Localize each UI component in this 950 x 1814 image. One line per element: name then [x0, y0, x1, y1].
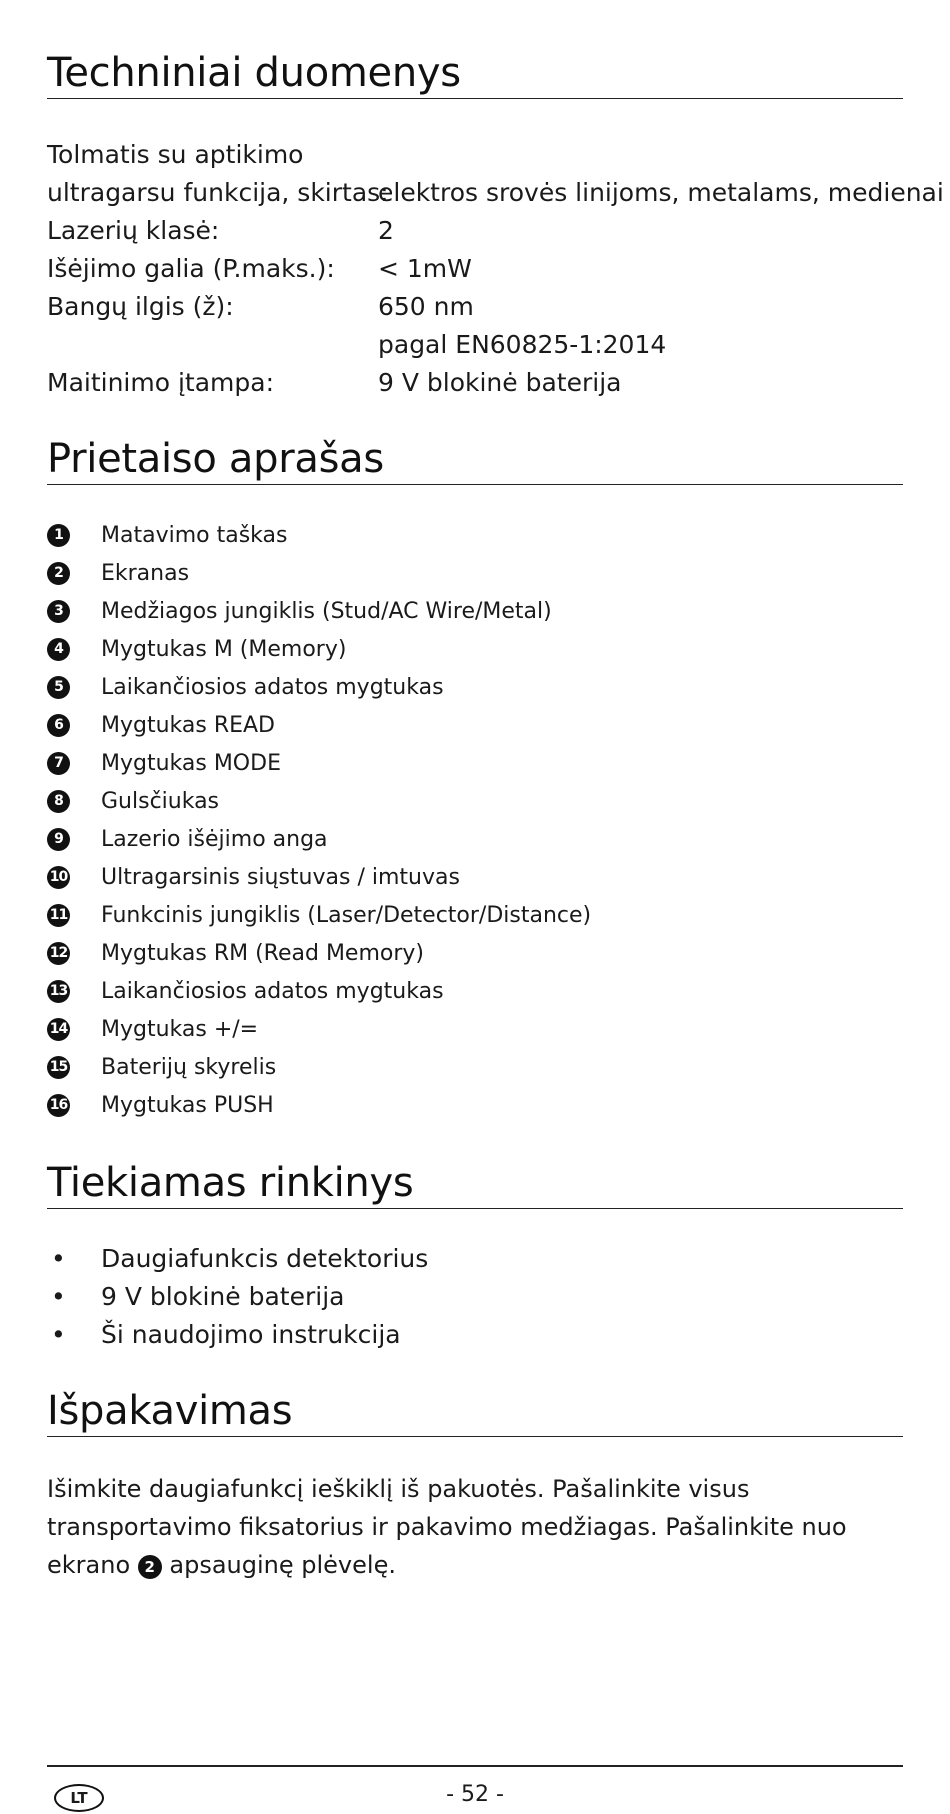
spec-row — [47, 174, 944, 212]
spec-row — [47, 288, 903, 326]
part-item — [47, 821, 903, 859]
spec-row — [47, 250, 903, 288]
part-item — [47, 973, 903, 1011]
part-label: Mygtukas +/= — [101, 1017, 259, 1042]
delivery-item-label: Daugiafunkcis detektorius — [101, 1244, 429, 1273]
part-item — [47, 897, 903, 935]
part-label: Ultragarsinis siųstuvas / imtuvas — [101, 865, 460, 890]
screen-reference-number: 2 — [138, 1555, 162, 1579]
part-label: Medžiagos jungiklis (Stud/AC Wire/Metal) — [101, 599, 552, 624]
unpacking-section — [47, 1390, 903, 1437]
part-number-badge: 15 — [47, 1056, 70, 1079]
delivery-item — [47, 1240, 903, 1278]
part-item — [47, 745, 903, 783]
page-number: - 52 - — [446, 1782, 504, 1807]
delivery-title: Tiekiamas rinkinys — [47, 1160, 414, 1206]
spec-row — [47, 364, 903, 402]
part-number-badge: 11 — [47, 904, 70, 927]
part-item — [47, 1087, 903, 1125]
part-label: Ekranas — [101, 561, 190, 586]
spec-row — [47, 212, 903, 250]
part-number-badge: 9 — [47, 828, 70, 851]
part-label: Mygtukas READ — [101, 713, 276, 738]
spec-label: Lazerių klasė: — [47, 216, 220, 245]
part-number-badge: 2 — [47, 562, 70, 585]
technical-data-table — [47, 136, 944, 402]
language-badge: LT — [54, 1784, 104, 1812]
part-label: Mygtukas PUSH — [101, 1093, 274, 1118]
spec-label: Išėjimo galia (P.maks.): — [47, 254, 335, 283]
part-number-badge: 13 — [47, 980, 70, 1003]
delivery-section — [47, 1162, 903, 1209]
part-item — [47, 707, 903, 745]
bullet-icon: • — [51, 1244, 66, 1273]
part-number-badge: 4 — [47, 638, 70, 661]
part-item — [47, 593, 903, 631]
bullet-icon: • — [51, 1282, 66, 1311]
part-label: Funkcinis jungiklis (Laser/Detector/Distance) — [101, 903, 592, 928]
technical-data-section — [47, 52, 903, 99]
part-label: Matavimo taškas — [101, 523, 288, 548]
spec-row — [47, 326, 903, 364]
part-number-badge: 16 — [47, 1094, 70, 1117]
part-item — [47, 669, 903, 707]
footer-divider — [47, 1765, 903, 1767]
spec-label: ultragarsu funkcija, skirtas: — [47, 178, 389, 207]
bullet-icon: • — [51, 1320, 66, 1349]
part-number-badge: 7 — [47, 752, 70, 775]
part-label: Mygtukas MODE — [101, 751, 281, 776]
delivery-header — [47, 1162, 903, 1209]
part-item — [47, 935, 903, 973]
device-description-header — [47, 438, 903, 485]
part-number-badge: 10 — [47, 866, 70, 889]
delivery-list — [47, 1240, 903, 1354]
delivery-item-label: Ši naudojimo instrukcija — [101, 1320, 401, 1349]
part-label: Mygtukas M (Memory) — [101, 637, 347, 662]
spec-label: Bangų ilgis (ž): — [47, 292, 234, 321]
technical-data-title: Techniniai duomenys — [47, 50, 461, 96]
delivery-item — [47, 1316, 903, 1354]
part-item — [47, 1011, 903, 1049]
part-number-badge: 8 — [47, 790, 70, 813]
part-number-badge: 3 — [47, 600, 70, 623]
part-number-badge: 14 — [47, 1018, 70, 1041]
part-item — [47, 517, 903, 555]
technical-data-header — [47, 52, 903, 99]
unpacking-paragraph — [47, 1470, 903, 1584]
unpacking-title: Išpakavimas — [47, 1388, 293, 1434]
device-description-section — [47, 438, 903, 485]
spec-value: < 1mW — [378, 254, 472, 283]
unpacking-text-before: Išimkite daugiafunkcį ieškiklį iš pakuotės. Pašalinkite visus transportavimo fiksatorius ir pakavimo medžiagas. Pašalinkite nuo ekrano — [47, 1475, 847, 1579]
part-number-badge: 6 — [47, 714, 70, 737]
part-label: Laikančiosios adatos mygtukas — [101, 675, 444, 700]
part-item — [47, 555, 903, 593]
part-label: Lazerio išėjimo anga — [101, 827, 328, 852]
device-description-title: Prietaiso aprašas — [47, 436, 384, 482]
part-label: Mygtukas RM (Read Memory) — [101, 941, 424, 966]
spec-label: Tolmatis su aptikimo — [47, 140, 304, 169]
spec-label: Maitinimo įtampa: — [47, 368, 275, 397]
part-number-badge: 5 — [47, 676, 70, 699]
spec-value: 650 nm — [378, 292, 474, 321]
unpacking-header — [47, 1390, 903, 1437]
delivery-item-label: 9 V blokinė baterija — [101, 1282, 345, 1311]
part-number-badge: 12 — [47, 942, 70, 965]
part-label: Baterijų skyrelis — [101, 1055, 277, 1080]
spec-value: elektros srovės linijoms, metalams, medienai — [378, 178, 944, 207]
spec-value: 9 V blokinė baterija — [378, 368, 622, 397]
spec-row — [47, 136, 903, 174]
delivery-item — [47, 1278, 903, 1316]
unpacking-text-after: apsauginę plėvelę. — [161, 1551, 396, 1579]
part-item — [47, 631, 903, 669]
parts-list — [47, 517, 903, 1125]
spec-value: pagal EN60825-1:2014 — [378, 330, 667, 359]
part-label: Laikančiosios adatos mygtukas — [101, 979, 444, 1004]
part-item — [47, 1049, 903, 1087]
part-number-badge: 1 — [47, 524, 70, 547]
part-label: Gulsčiukas — [101, 789, 220, 814]
part-item — [47, 859, 903, 897]
part-item — [47, 783, 903, 821]
spec-value: 2 — [378, 216, 394, 245]
